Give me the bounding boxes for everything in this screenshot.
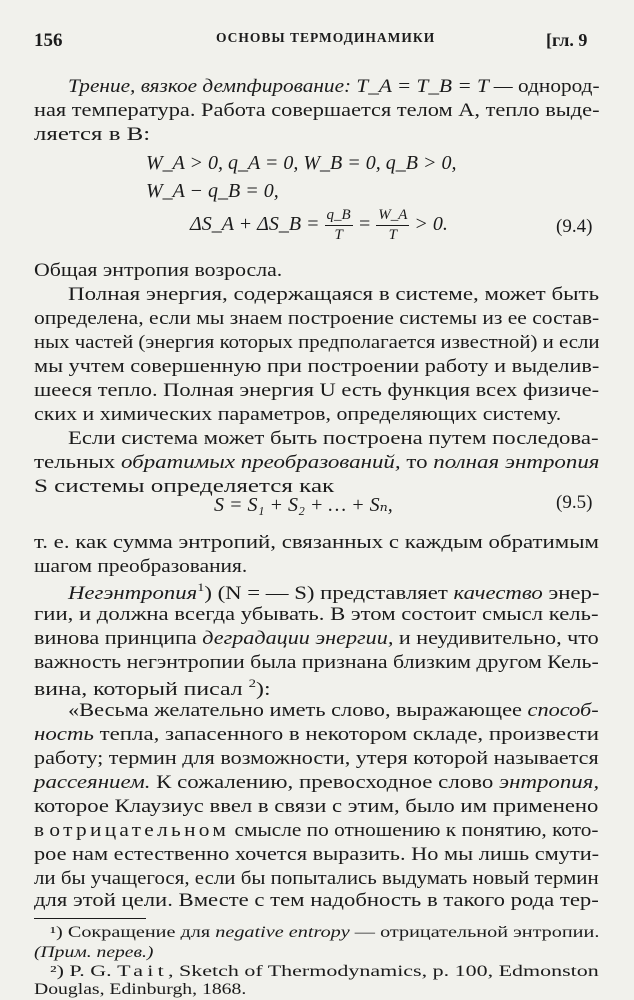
equation-number-9-4: (9.4) [556, 216, 593, 237]
footnote-1: ¹) Сокращение для negative entropy — отрицательной энтропии. [50, 924, 600, 941]
footnote-1-note: (Прим. перев.) [34, 944, 154, 961]
page-number: 156 [34, 30, 63, 51]
text-line: ляется в B: [34, 124, 151, 145]
quote-line: в отрицательном смысле по отношению к понятию, кото- [34, 820, 599, 841]
text-line: S системы определяется как [34, 476, 335, 497]
text-line: Если система может быть построена путем последова- [68, 428, 599, 449]
text-line: Трение, вязкое демпфирование: T_A = T_B = T — однород- [68, 76, 600, 97]
quote-line: ли бы учащегося, если бы попытались выдумать новый термин [34, 868, 599, 889]
quote-line: рое нам естественно хочется выразить. Но мы лишь смути- [34, 844, 600, 865]
footnote-2: ²) P. G. Tait, Sketch of Thermodynamics, p. 100, Edmonston [50, 963, 599, 980]
text-line: вина, который писал $^2$): [34, 676, 271, 700]
chapter-label: [гл. 9 [546, 30, 588, 50]
footnote-rule [34, 918, 146, 919]
text-line: ских и химических параметров, определяющих систему. [34, 404, 562, 425]
quote-line: для этой цели. Вместе с тем надобность в такого рода тер- [34, 890, 599, 911]
quote-line: которое Клаузиус ввел в связи с этим, было им применено [34, 796, 599, 817]
formula-9-4-row-1: W_A > 0, q_A = 0, W_B = 0, q_B > 0, [146, 152, 457, 174]
running-title: ОСНОВЫ ТЕРМОДИНАМИКИ [216, 30, 436, 45]
text-line: Полная энергия, содержащаяся в системе, может быть [68, 284, 600, 305]
text-line: винова принципа деградации энергии, и неудивительно, что [34, 628, 599, 649]
text-line: Негэнтропия$^1$) (N = — S) представляет качество энер- [68, 580, 600, 604]
text-line: шагом преобразования. [34, 556, 248, 577]
text-line: определена, если мы знаем построение системы из ее состав- [34, 308, 600, 329]
text-line: т. е. как сумма энтропий, связанных с каждым обратимым [34, 532, 599, 553]
formula-9-5: S = S₁ + S₂ + … + Sₙ, [214, 494, 393, 516]
text-line: гии, и должна всегда убывать. В этом состоит смысл кель- [34, 604, 599, 625]
formula-9-4-row-3: ΔS_A + ΔS_B = $\frac{q\_B}{T}$ = $\frac{W\_A}{T}$ > 0. [190, 207, 448, 243]
text-line: мы учтем совершенную при построении работу и выделив- [34, 356, 600, 377]
quote-line: «Весьма желательно иметь слово, выражающее способ- [68, 700, 599, 721]
formula-9-4-row-2: W_A − q_B = 0, [146, 180, 279, 202]
text-line: важность негэнтропии была признана близким другом Кель- [34, 652, 599, 673]
quote-line: рассеянием. К сожалению, превосходное слово энтропия, [34, 772, 600, 793]
footnote-2-cont: Douglas, Edinburgh, 1868. [34, 981, 247, 998]
text-line: Общая энтропия возросла. [34, 260, 283, 281]
text-line: ных частей (энергия которых предполагается известной) и если [34, 332, 600, 353]
quote-line: работу; термин для возможности, утеря которой называется [34, 748, 599, 769]
text-line: ная температура. Работа совершается телом A, тепло выде- [34, 100, 600, 121]
quote-line: ность тепла, запасенного в некотором складе, произвести [34, 724, 600, 745]
text-line: тельных обратимых преобразований, то полная энтропия [34, 452, 600, 473]
equation-number-9-5: (9.5) [556, 492, 593, 513]
text-line: шееся тепло. Полная энергия U есть функция всех физиче- [34, 380, 600, 401]
